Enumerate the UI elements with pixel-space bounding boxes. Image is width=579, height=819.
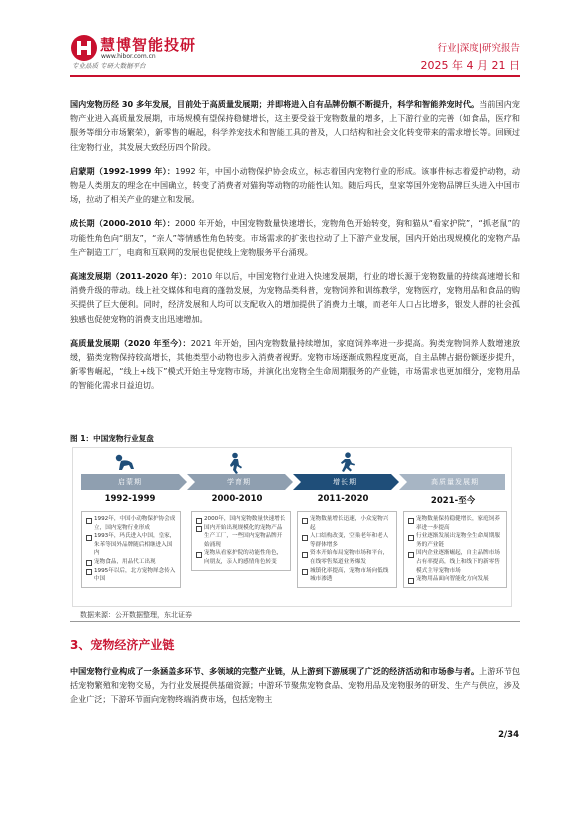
list-item: 1993年，玛氏进入中国，皇家，朱苯等国外品牌随后相继进入国内 (86, 532, 176, 558)
stage-label: 高质量发展期 (431, 478, 479, 486)
figure-source: 数据来源：公开数据整理，东北证券 (80, 611, 192, 619)
paragraph-intro (70, 97, 520, 154)
paragraph-stage-2 (70, 216, 520, 259)
paragraph-stage-4 (70, 336, 520, 393)
paragraph-stage-1 (70, 164, 520, 207)
page-header (70, 32, 520, 72)
paragraph-body: 2010 年以后，中国宠物行业进入快速发展期，行业的增长源于宠物数量的持续高速增长和消费升级的带动。线上社交媒体和电商的蓬勃发展，为宠物品类科普，宠物饲养和训练教学，宠物医疗，宠物用品和食品的购买提供了巨大便利。同时，经济发展和人均可以支配收入的增加提供了消费力土壤，而老年人口占比增多，银发人群的社会孤独感也促使宠物的消费支出迅速增加。 (70, 271, 520, 324)
section-paragraph (70, 664, 520, 707)
list-item: 国内开始出现规模化的宠物产品生产工厂，一些国内宠物品牌开始涌现 (196, 524, 286, 550)
stage-label: 启蒙期 (118, 478, 142, 486)
paragraph-lead: 高速发展期（2011-2020 年）： (70, 271, 192, 282)
source-divider (70, 621, 520, 622)
stage-details-3 (297, 511, 397, 588)
crawling-baby-icon (113, 452, 137, 474)
paragraph-body: 上游环节包括宠物繁殖和宠物交易，为行业发展提供基础资源；中游环节聚焦宠物食品、宠物用品及宠物服务的研发、生产与供应，涉及企业广泛；下游环节面向宠物终端消费市场，包括宠物主 (70, 666, 520, 705)
running-person-icon (335, 452, 357, 474)
stage-years: 1992-1999 (104, 494, 156, 504)
figure-title: 图 1：中国宠物行业复盘 (70, 434, 154, 443)
list-item: 宠物从看家护院的功能性角色，向朋友，亲人的感情角色转变 (196, 549, 286, 566)
report-date: 2025 年 4 月 21 日 (420, 59, 520, 72)
stage-label: 增长期 (333, 478, 357, 486)
stage-details-2 (191, 511, 291, 571)
report-type: 行业|深度|研究报告 (437, 43, 520, 54)
list-item: 宠物食品，用品代工出现 (86, 558, 176, 567)
paragraph-body: 1992 年，中国小动物保护协会成立，标志着国内宠物行业的形成。该事件标志着爱护动物，动物是人类朋友的理念在中国确立，转变了消费者对猫狗等动物的功能性认知。随后玛氏，皇家等国外宠物品牌巨头进入中国市场，拉动了相关产业的建立和发展。 (70, 165, 520, 205)
page-number: 2/34 (498, 730, 519, 740)
stage-years: 2021-至今 (430, 496, 476, 506)
list-item: 城镇化率提高，宠物市场向低线城市渗透 (302, 567, 392, 584)
logo-icon (70, 34, 98, 62)
paragraph-body: 2000 年开始，中国宠物数量快速增长，宠物角色开始转变，狗和猫从“看家护院”，“抓老鼠”的功能性角色向“朋友”，“亲人”等情感性角色转变。市场需求的扩张也拉动了上下游产业发展，国内开始出现规模化的宠物产品生产制造工厂，电商和互联网的发展也促使线上宠物服务平台涌现。 (70, 218, 520, 257)
list-item: 行业逐渐发展出宠物全生命周期服务的产业链 (408, 532, 502, 549)
paragraph-lead: 高质量发展期（2020 年至今）： (70, 337, 191, 348)
stage-years: 2011-2020 (317, 494, 369, 504)
paragraph-lead: 启蒙期（1992-1999 年）： (70, 165, 176, 176)
paragraph-stage-3 (70, 269, 520, 326)
main-content (70, 97, 520, 403)
list-item: 宠物数量增长迅速，小众宠物兴起 (302, 515, 392, 532)
list-item: 2000年，国内宠物数量快速增长 (196, 515, 286, 524)
walking-person-icon (225, 452, 245, 474)
logo-name: 慧博智能投研 (100, 36, 197, 54)
brand-logo (70, 34, 260, 70)
logo-slogan: 专业品质 专研大数据平台 (72, 62, 146, 70)
list-item: 人口结构改变，空巢老年和老人等群体增多 (302, 532, 392, 549)
stage-bar-1 (81, 474, 187, 490)
header-meta (421, 40, 520, 73)
section-content (70, 664, 520, 717)
stage-years: 2000-2010 (211, 494, 263, 504)
list-item: 国内企业逐渐崛起，自主品牌市场占有率提高，线上和线下的新零售模式主导宠物市场 (408, 549, 502, 575)
stage-details-4 (403, 511, 507, 588)
list-item: 资本开始布局宠物市场和平台，在线零售渠道业务爆发 (302, 549, 392, 566)
paragraph-lead: 中国宠物行业构成了一条涵盖多环节、多领域的完整产业链，从上游到下游展现了广泛的经济活动和市场参与者。 (70, 666, 480, 676)
timeline-figure (72, 447, 512, 607)
logo-url: www.hibor.com.cn (101, 53, 156, 60)
paragraph-body: 当前国内宠物产业进入高质量发展期，市场规模有望保持稳健增长，这主要受益于宠物数量的增多，上下游行业的完善（如食品，医疗和服务等细分市场繁荣），新零售的崛起，科学养宠技术和智能工具的普及，人口结构和社会文化转变带来的需求增长等。回顾过往宠物行业，其发展大致经历四个阶段。 (70, 99, 520, 152)
stage-details-1 (81, 511, 181, 588)
paragraph-body: 2021 年开始，国内宠物数量持续增加，家庭饲养率进一步提高。狗类宠物饲养人数增速放缓，猫类宠物保持较高增长，其他类型小动物也步入消费者视野。宠物市场逐渐成熟程度更高，自主品牌占据份额逐步提升，新零售崛起，“线上+线下”模式开始主导宠物市场，并演化出宠物全生命周期服务的产业链，市场需求也更加细分，宠物用品的智能化需求日益迫切。 (70, 337, 520, 391)
stage-bar-4 (399, 474, 505, 490)
paragraph-lead: 成长期（2000-2010 年）： (70, 218, 175, 229)
paragraph-lead: 国内宠物历经 30 多年发展，目前处于高质量发展期；并即将进入自有品牌份额不断提升，科学和智能养宠时代。 (70, 99, 480, 109)
list-item: 宠物数量保持稳健增长，家庭饲养率进一步提高 (408, 515, 502, 532)
list-item: 宠物用品面向智能化方向发展 (408, 575, 502, 584)
header-divider (70, 75, 520, 77)
list-item: 1995年以后，北方宠物犀念传入中国 (86, 567, 176, 584)
stage-label: 学育期 (227, 478, 251, 486)
list-item: 1992年，中国小动物保护协会成立，国内宠物行业形成 (86, 515, 176, 532)
stage-bar-2 (187, 474, 293, 490)
section-title: 3、宠物经济产业链 (70, 638, 175, 652)
stage-bar-3 (293, 474, 399, 490)
